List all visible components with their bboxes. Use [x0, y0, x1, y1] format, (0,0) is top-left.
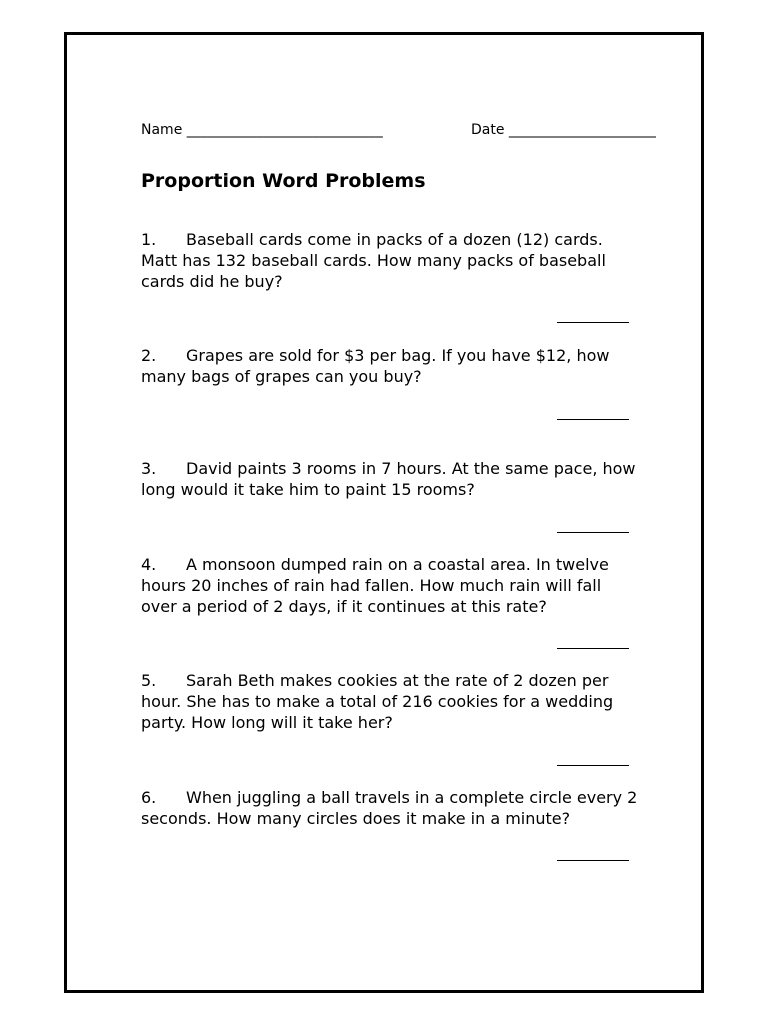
problem-number: 6. [141, 788, 157, 807]
problem-text: David paints 3 rooms in 7 hours. At the same pace, how long would it take him to paint 15 rooms? [141, 459, 636, 499]
problem-6 [141, 787, 641, 829]
answer-blank-4 [557, 648, 629, 649]
problem-text: When juggling a ball travels in a complete circle every 2 seconds. How many circles does it make in a minute? [141, 788, 638, 828]
problem-text: Baseball cards come in packs of a dozen (12) cards. Matt has 132 baseball cards. How many packs of baseball cards did he buy? [141, 230, 606, 291]
problem-4 [141, 554, 641, 617]
problem-text: Sarah Beth makes cookies at the rate of 2 dozen per hour. She has to make a total of 216 cookies for a wedding party. How long will it take her? [141, 671, 614, 732]
answer-blank-6 [557, 860, 629, 861]
problem-text: Grapes are sold for $3 per bag. If you have $12, how many bags of grapes can you buy? [141, 346, 610, 386]
problem-text: A monsoon dumped rain on a coastal area. In twelve hours 20 inches of rain had fallen. How much rain will fall over a period of 2 days, if it continues at this rate? [141, 555, 609, 616]
problem-1 [141, 229, 641, 292]
problem-3 [141, 458, 641, 500]
answer-blank-5 [557, 765, 629, 766]
problem-number: 5. [141, 671, 157, 690]
problem-number: 3. [141, 459, 157, 478]
problem-number: 4. [141, 555, 157, 574]
date-field-label: Date _____________________ [471, 122, 656, 138]
problem-2 [141, 345, 641, 387]
problem-number: 2. [141, 346, 157, 365]
answer-blank-2 [557, 419, 629, 420]
worksheet-title: Proportion Word Problems [141, 170, 426, 192]
answer-blank-1 [557, 322, 629, 323]
name-field-label: Name ____________________________ [141, 122, 383, 138]
problem-number: 1. [141, 230, 157, 249]
answer-blank-3 [557, 532, 629, 533]
problem-5 [141, 670, 641, 733]
